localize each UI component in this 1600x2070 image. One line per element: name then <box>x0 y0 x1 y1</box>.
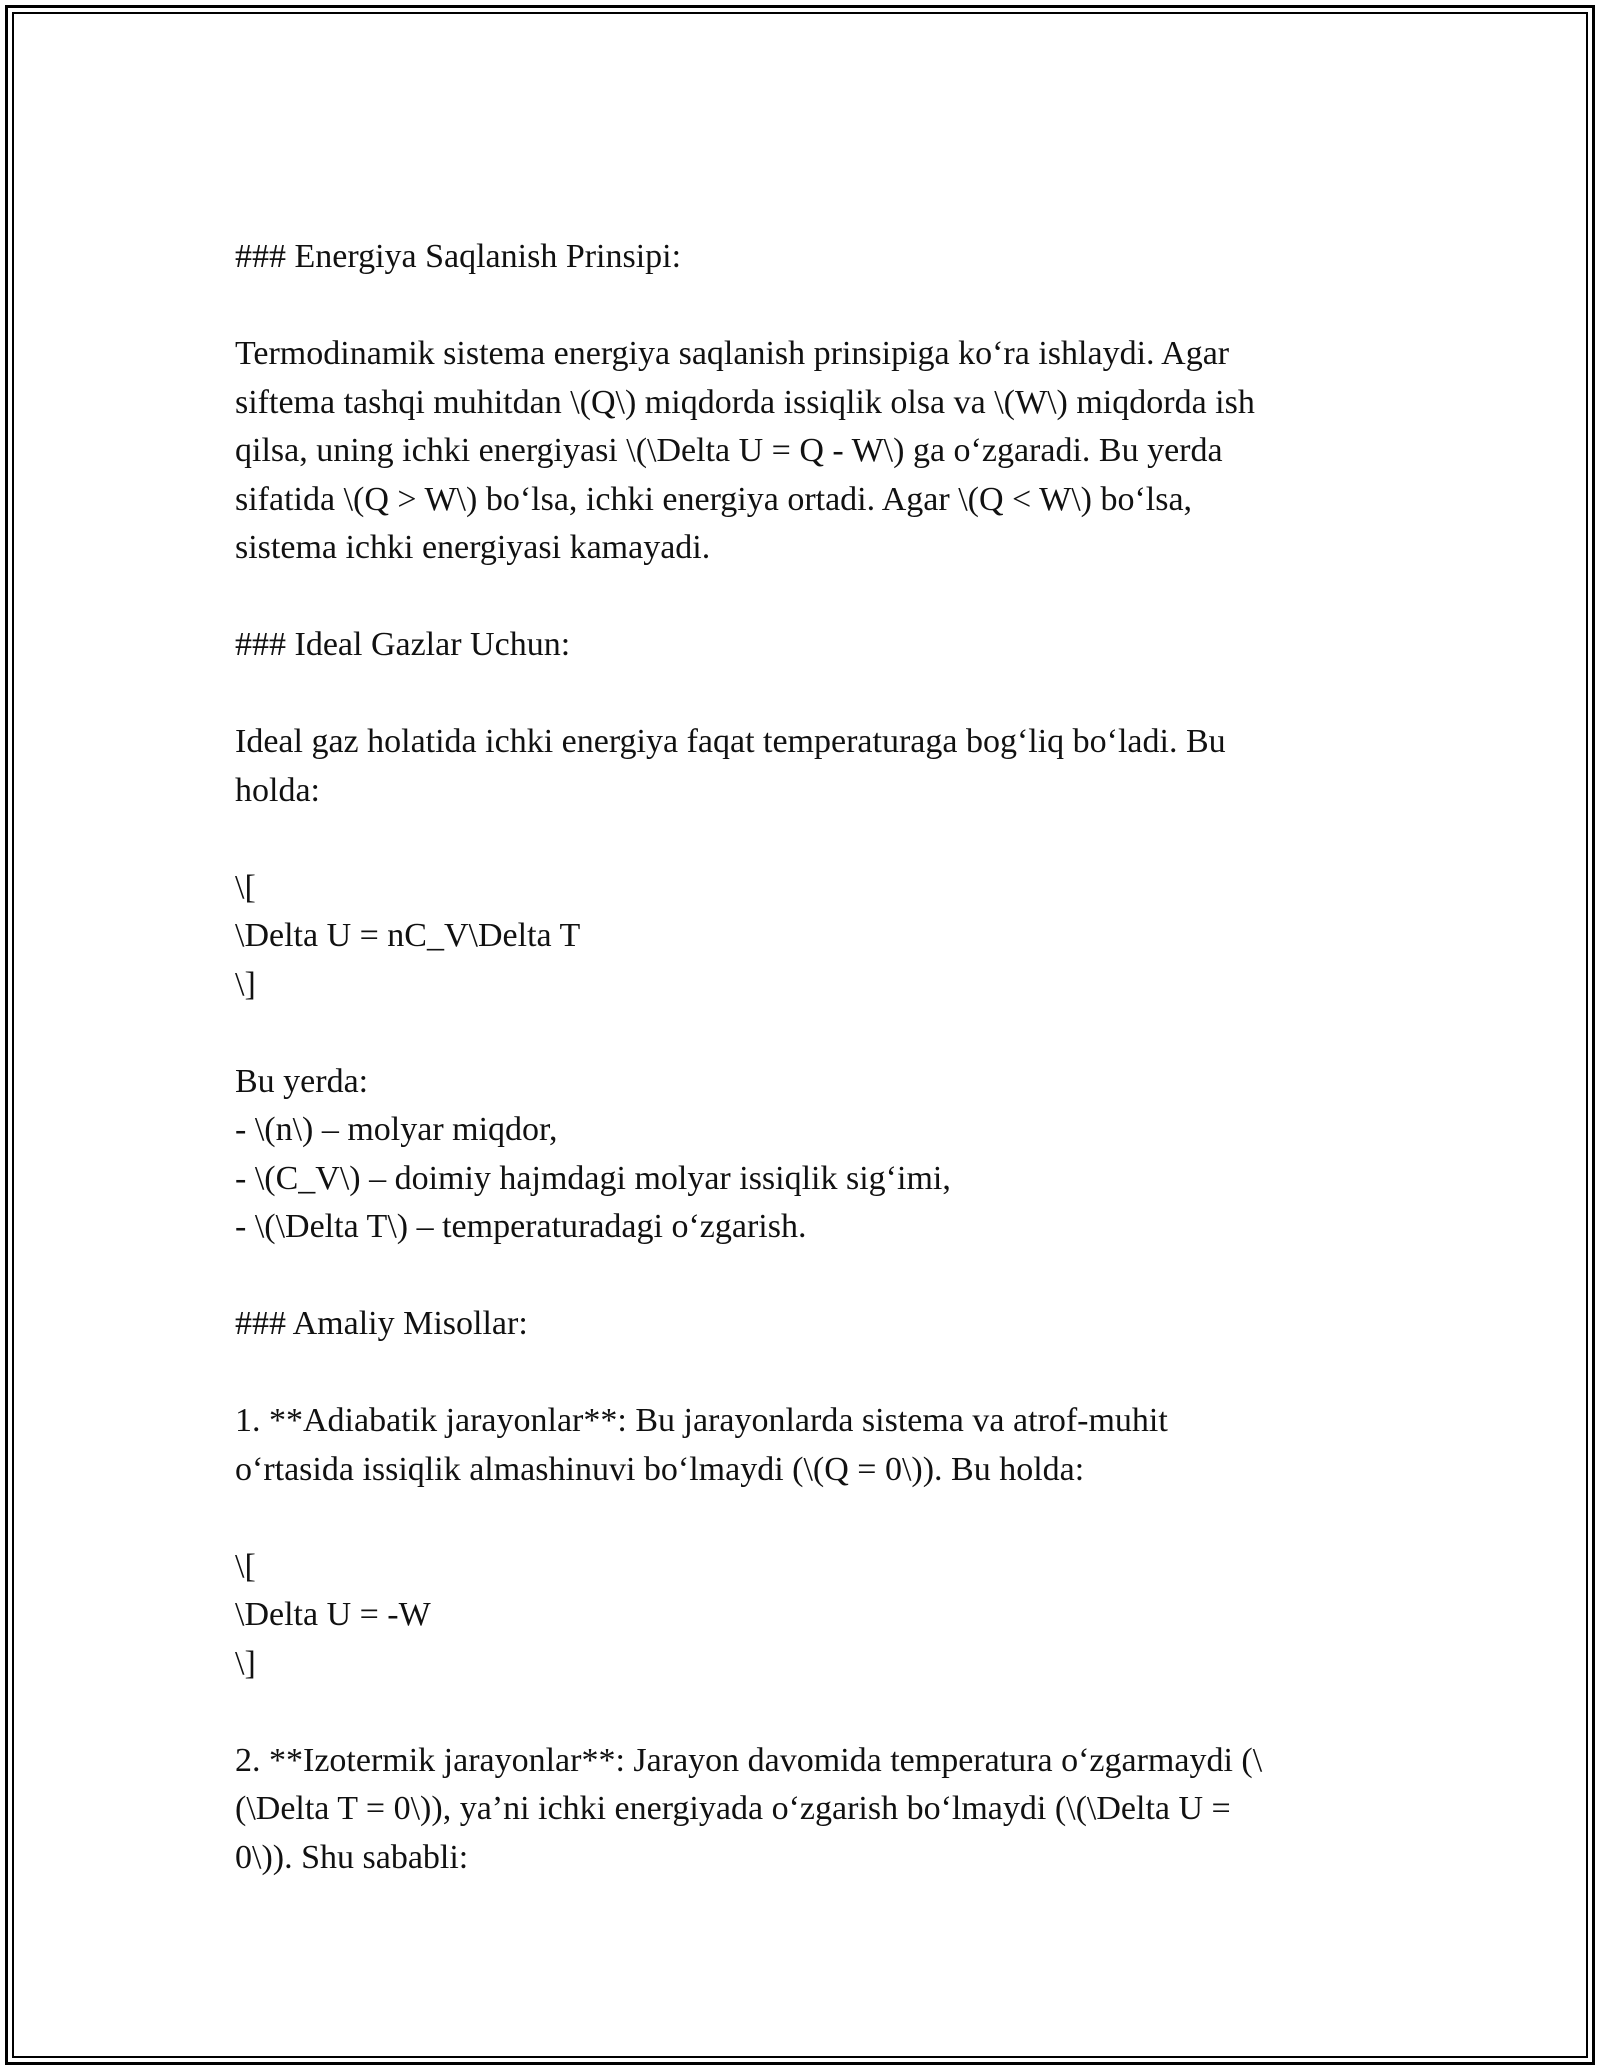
list-item: - \(C_V\) – doimiy hajmdagi molyar issiqlik sig‘imi, <box>235 1159 951 1197</box>
document-body <box>235 233 1355 1882</box>
list-item: - \(n\) – molyar miqdor, <box>235 1111 558 1148</box>
text-line: Ideal gaz holatida ichki energiya faqat temperaturaga bog‘liq bo‘ladi. Bu <box>235 723 1226 760</box>
heading-ideal-gazlar <box>235 621 1355 670</box>
text-line: sifatida \(Q > W\) bo‘lsa, ichki energiya ortadi. Agar \(Q < W\) bo‘lsa, <box>235 480 1193 518</box>
heading-text: ### Energiya Saqlanish Prinsipi: <box>235 238 682 275</box>
text-line: Termodinamik sistema energiya saqlanish prinsipiga ko‘ra ishlaydi. Agar <box>235 335 1230 372</box>
equation-line: \[ <box>235 1547 256 1585</box>
equation-line: \Delta U = nC_V\Delta T <box>235 917 581 954</box>
text-line: (\Delta T = 0\)), ya’ni ichki energiyada o‘zgarish bo‘lmaydi (\(\Delta U = <box>235 1790 1231 1827</box>
text-line: siftema tashqi muhitdan \(Q\) miqdorda issiqlik olsa va \(W\) miqdorda ish <box>235 383 1255 421</box>
equation-delta-u-minus-w <box>235 1543 1355 1689</box>
equation-delta-u-ncv <box>235 864 1355 1010</box>
text-line: holda: <box>235 771 320 809</box>
equation-line: \Delta U = -W <box>235 1596 431 1633</box>
text-line: 1. **Adiabatik jarayonlar**: Bu jarayonlarda sistema va atrof-muhit <box>235 1402 1168 1439</box>
heading-amaliy-misollar <box>235 1300 1355 1349</box>
paragraph-energy-conservation <box>235 330 1355 573</box>
paragraph-ideal-gas <box>235 718 1355 815</box>
heading-text: ### Ideal Gazlar Uchun: <box>235 626 571 663</box>
heading-text: ### Amaliy Misollar: <box>235 1305 528 1342</box>
paragraph-isothermal <box>235 1737 1355 1883</box>
text-line: 2. **Izotermik jarayonlar**: Jarayon davomida temperatura o‘zgarmaydi (\ <box>235 1741 1263 1779</box>
list-intro: Bu yerda: <box>235 1062 369 1100</box>
heading-energiya-saqlanish <box>235 233 1355 282</box>
paragraph-adiabatic <box>235 1397 1355 1494</box>
text-line: qilsa, uning ichki energiyasi \(\Delta U = Q - W\) ga o‘zgaradi. Bu yerda <box>235 432 1223 469</box>
equation-line: \] <box>235 1644 256 1682</box>
equation-line: \[ <box>235 868 256 906</box>
list-item: - \(\Delta T\) – temperaturadagi o‘zgarish. <box>235 1208 807 1245</box>
text-line: o‘rtasida issiqlik almashinuvi bo‘lmaydi (\(Q = 0\)). Bu holda: <box>235 1450 1085 1488</box>
text-line: 0\)). Shu sababli: <box>235 1838 469 1876</box>
equation-line: \] <box>235 965 256 1003</box>
variable-definitions-list <box>235 1058 1355 1252</box>
text-line: sistema ichki energiyasi kamayadi. <box>235 529 711 566</box>
